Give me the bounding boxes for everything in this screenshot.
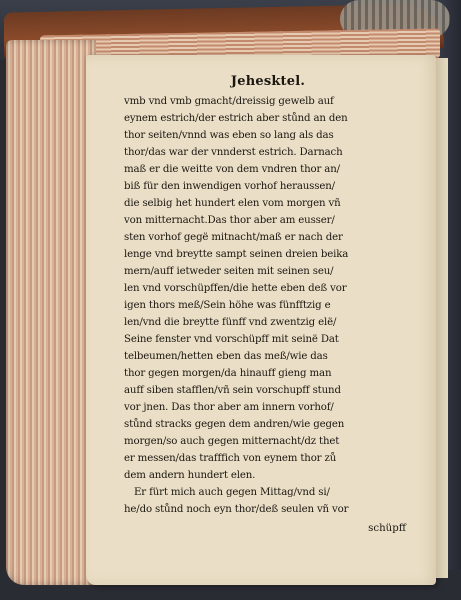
facing-page-edge (436, 58, 448, 578)
text-line: auff siben stafflen/vñ sein vorschupff stund (124, 385, 341, 396)
text-line: die selbig het hundert elen vom morgen vñ (124, 198, 341, 209)
catchword: schüpff (368, 523, 406, 534)
text-line: maß er die weitte von dem vndren thor an/ (124, 164, 340, 175)
page-stack-left (6, 40, 96, 585)
text-line: stůnd stracks gegen dem andren/wie gegen (124, 419, 345, 430)
text-line: mern/auff ietweder seiten mit seinen seu/ (124, 266, 334, 277)
text-line: eynem estrich/der estrich aber stůnd an den (124, 113, 348, 124)
text-line: igen thors meß/Sein höhe was fünfftzig e (124, 300, 331, 311)
text-line: Seine fenster vnd vorschüpff mit seinë Dat (124, 334, 339, 345)
text-line: telbeumen/hetten eben das meß/wie das (124, 351, 328, 362)
text-line: he/do stůnd noch eyn thor/deß seulen vñ vor (124, 504, 349, 515)
text-line: vmb vnd vmb gmacht/dreissig gewelb auf (124, 96, 334, 107)
text-line: er messen/das trafffich von eynem thor zů (124, 453, 337, 464)
text-line: sten vorhof gegë mitnacht/maß er nach der (124, 232, 343, 243)
text-line: thor gegen morgen/da hinauff gieng man (124, 368, 332, 379)
text-line: von mitternacht.Das thor aber am eusser/ (124, 215, 335, 226)
text-line: len vnd vorschüpffen/die hette eben deß vor (124, 283, 347, 294)
page-text-block (124, 74, 412, 537)
text-line: len/vnd die breytte fünff vnd zwentzig elë/ (124, 317, 337, 328)
running-head: Jehesktel. (230, 74, 306, 89)
text-line: biß für den inwendigen vorhof heraussen/ (124, 181, 335, 192)
body-text (124, 93, 412, 518)
text-line: thor/das war der vnnderst estrich. Darnach (124, 147, 343, 158)
text-line: Er fürt mich auch gegen Mittag/vnd si/ (134, 487, 330, 498)
text-line: dem andern hundert elen. (124, 470, 256, 481)
text-line: morgen/so auch gegen mitternacht/dz thet (124, 436, 340, 447)
text-line: thor seiten/vnnd was eben so lang als das (124, 130, 334, 141)
text-line: vor jnen. Das thor aber am innern vorhof/ (124, 402, 334, 413)
text-line: lenge vnd breytte sampt seinen dreien beika (124, 249, 349, 260)
